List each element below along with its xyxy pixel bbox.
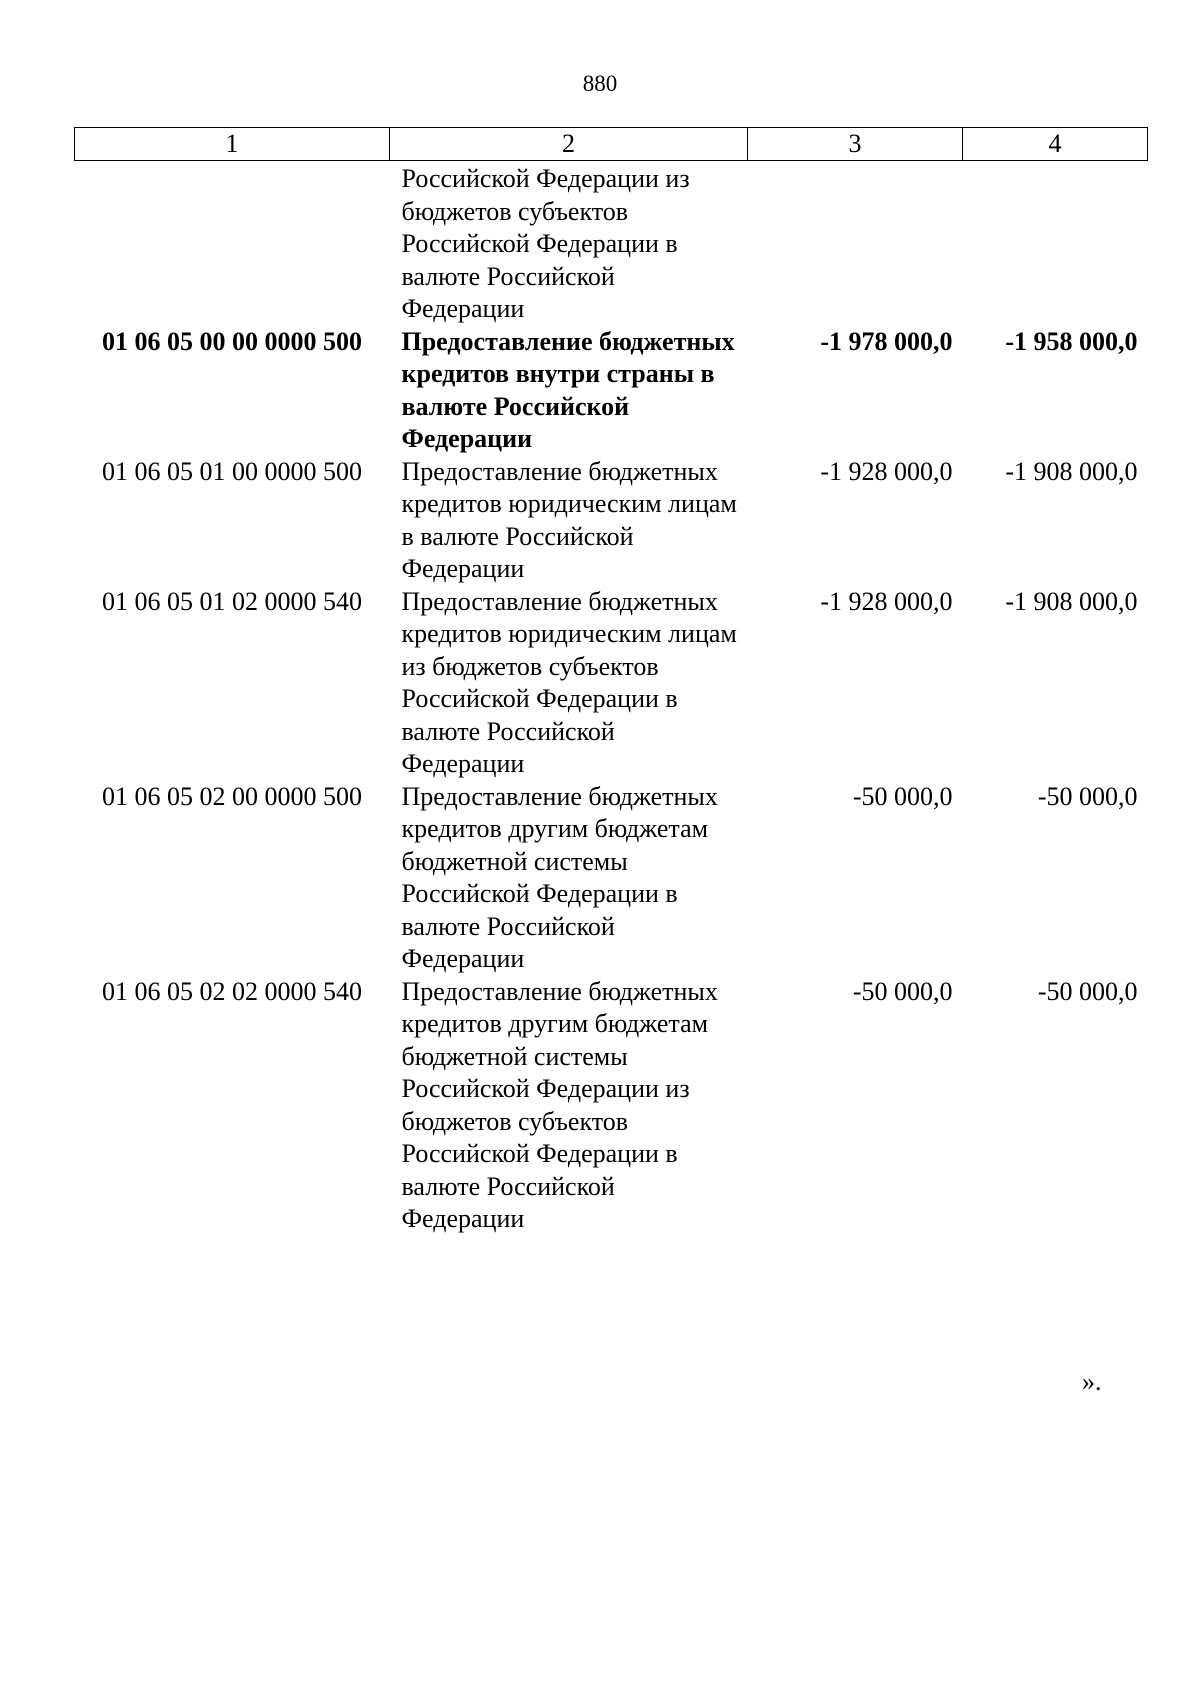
row-value-col3: -1 928 000,0 [820,456,953,486]
row-value-col3 [748,161,963,326]
row-value-col4 [963,161,1148,326]
row-name: Российской Федерации из бюджетов субъектов Российской Федерации в валюте Российской Федерации [401,164,690,323]
column-header-1: 1 [75,128,390,161]
page-number: 880 [582,71,618,96]
row-value-col3: -1 928 000,0 [820,586,953,616]
table-row [75,586,1148,781]
budget-sources-table [74,127,1148,1236]
row-value-col4: -1 908 000,0 [1005,586,1138,616]
row-name: Предоставление бюджетных кредитов другим бюджетам бюджетной системы Российской Федерации в валюте Российской Федерации [401,781,718,973]
row-code: 01 06 05 02 00 0000 500 [102,781,362,811]
row-value-col3: -50 000,0 [852,781,953,811]
row-value-col4: -50 000,0 [1037,781,1138,811]
closing-quote: ». [1082,1367,1102,1396]
column-header-4: 4 [963,128,1148,161]
row-value-col3: -50 000,0 [852,976,953,1006]
row-code: 01 06 05 00 00 0000 500 [102,326,362,356]
table-row [75,781,1148,976]
row-code: 01 06 05 01 02 0000 540 [102,586,362,616]
row-code: 01 06 05 02 02 0000 540 [102,976,362,1006]
row-value-col4: -50 000,0 [1037,976,1138,1006]
table-row [75,976,1148,1236]
row-name: Предоставление бюджетных кредитов другим бюджетам бюджетной системы Российской Федерации из бюджетов субъектов Российской Федерации в валюте Российской Федерации [401,976,718,1233]
row-name: Предоставление бюджетных кредитов внутри страны в валюте Российской Федерации [401,326,735,453]
column-header-2: 2 [390,128,748,161]
row-value-col3: -1 978 000,0 [820,326,953,356]
table-header-row [75,128,1148,161]
row-code: 01 06 05 01 00 0000 500 [102,456,362,486]
table-row [75,161,1148,326]
row-value-col4: -1 908 000,0 [1005,456,1138,486]
table-row [75,456,1148,586]
row-name: Предоставление бюджетных кредитов юридическим лицам из бюджетов субъектов Российской Федерации в валюте Российской Федерации [401,586,737,778]
column-header-3: 3 [748,128,963,161]
row-value-col4: -1 958 000,0 [1005,326,1138,356]
table-row [75,326,1148,456]
row-code [75,161,390,326]
row-name: Предоставление бюджетных кредитов юридическим лицам в валюте Российской Федерации [401,456,737,583]
